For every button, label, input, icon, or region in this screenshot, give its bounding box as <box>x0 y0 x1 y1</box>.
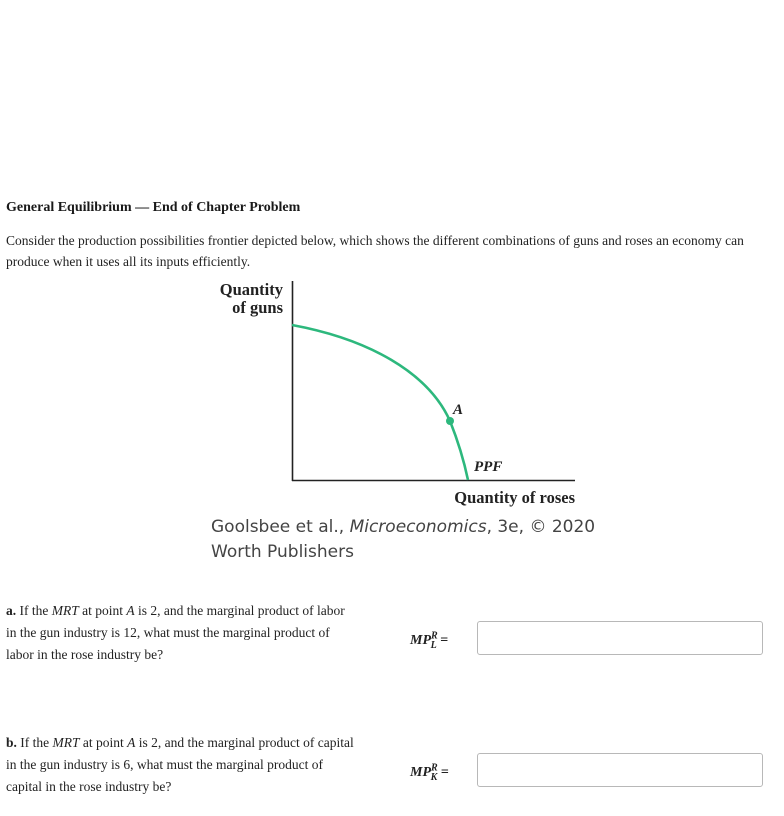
question-b-text-1: If the <box>16 735 53 750</box>
answer-input-mpl-rose[interactable] <box>477 621 763 655</box>
ppf-label: PPF <box>474 459 503 475</box>
x-axis-label: Quantity of roses <box>454 488 575 507</box>
question-a-text-1: If the <box>16 603 52 618</box>
mpl-rose-label <box>410 630 449 651</box>
question-b-text-2: at point <box>79 735 128 750</box>
mpk-label-sup: R <box>431 762 438 774</box>
problem-intro: Consider the production possibilities frontier depicted below, which shows the different combinations of guns and roses an economy can produce when it uses all its inputs efficiently. <box>6 233 744 269</box>
mpk-label-equals: = <box>440 765 449 780</box>
mpl-label-base: MP <box>410 633 431 648</box>
question-a-text-2: at point <box>78 603 127 618</box>
question-b <box>6 732 356 798</box>
ppf-figure <box>0 270 784 515</box>
mpl-label-equals: = <box>440 633 449 648</box>
question-a <box>6 600 356 666</box>
credit-book-title: Microeconomics <box>349 517 487 537</box>
mpl-label-sup: R <box>431 630 438 642</box>
credit-edition: , 3e, © 2020 <box>486 517 596 537</box>
answer-input-mpk-rose[interactable] <box>477 753 763 787</box>
question-a-text-3: is 2, and the marginal product of labor in the gun industry is 12, what must the marginal product of labor in the rose industry be? <box>6 603 345 662</box>
y-axis-label-line2: of guns <box>232 298 283 317</box>
question-b-point: A <box>127 735 136 750</box>
ppf-curve <box>292 325 468 480</box>
point-a-marker <box>446 417 454 425</box>
question-a-point: A <box>126 603 135 618</box>
question-b-text-3: is 2, and the marginal product of capital in the gun industry is 6, what must the marginal product of capital in the rose industry be? <box>6 735 354 794</box>
credit-authors: Goolsbee et al., <box>211 517 350 537</box>
y-axis-label-line1: Quantity <box>219 280 283 299</box>
question-b-mrt: MRT <box>52 735 80 750</box>
mpk-label-base: MP <box>410 765 431 780</box>
question-a-marker: a. <box>6 603 17 618</box>
mpk-label-sub: K <box>430 771 438 783</box>
question-a-mrt: MRT <box>51 603 79 618</box>
mpk-rose-label <box>410 762 449 783</box>
mpl-label-sub: L <box>430 639 437 651</box>
point-a-label: A <box>453 402 464 418</box>
question-b-marker: b. <box>6 735 17 750</box>
figure-credit <box>211 515 595 565</box>
credit-publisher: Worth Publishers <box>211 542 354 562</box>
credit-line1 <box>211 515 595 540</box>
page-title: General Equilibrium — End of Chapter Problem <box>6 200 301 215</box>
